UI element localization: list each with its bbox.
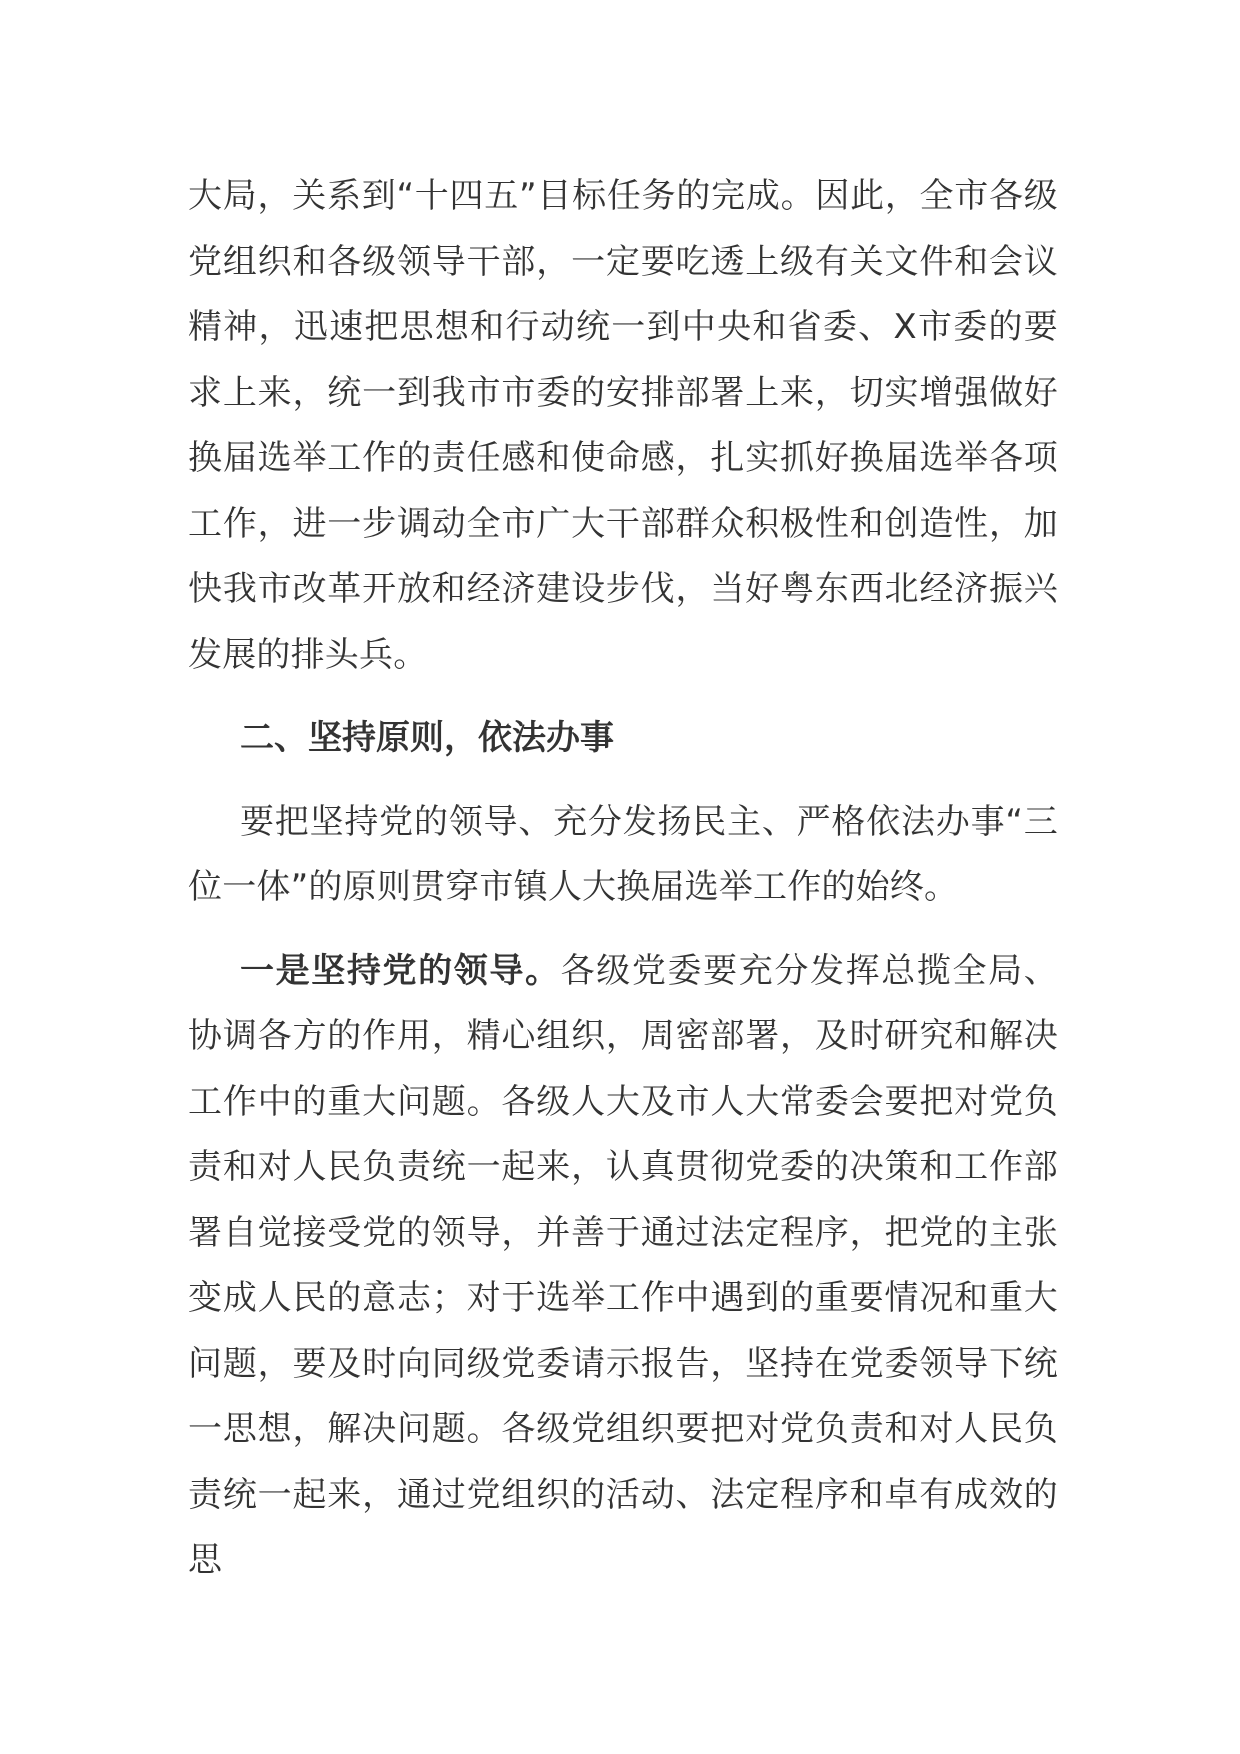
paragraph-party-leadership — [188, 939, 1058, 1594]
document-body — [188, 164, 1058, 1612]
paragraph-continuation: 大局，关系到“十四五”目标任务的完成。因此，全市各级党组织和各级领导干部，一定要吃透上级有关文件和会议精神，迅速把思想和行动统一到中央和省委、X市委的要求上来，统一到我市市委的安排部署上来，切实增强做好换届选举工作的责任感和使命感，扎实抓好换届选举各项工作，进一步调动全市广大干部群众积极性和创造性，加快我市改革开放和经济建设步伐，当好粤东西北经济振兴发展的排头兵。 — [188, 176, 1058, 675]
section-heading: 二、坚持原则，依法办事 — [240, 718, 614, 758]
paragraph-body-text: 各级党委要充分发挥总揽全局、协调各方的作用，精心组织，周密部署，及时研究和解决工作中的重大问题。各级人大及市人大常委会要把对党负责和对人民负责统一起来，认真贯彻党委的决策和工作部署自觉接受党的领导，并善于通过法定程序，把党的主张变成人民的意志；对于选举工作中遇到的重要情况和重大问题，要及时向同级党委请示报告，坚持在党委领导下统一思想，解决问题。各级党组织要把对党负责和对人民负责统一起来，通过党组织的活动、法定程序和卓有成效的思 — [188, 950, 1058, 1580]
paragraph-principle: 要把坚持党的领导、充分发扬民主、严格依法办事“三位一体”的原则贯穿市镇人大换届选举工作的始终。 — [188, 801, 1058, 907]
paragraph-lead-text: 一是坚持党的领导。 — [240, 950, 561, 991]
